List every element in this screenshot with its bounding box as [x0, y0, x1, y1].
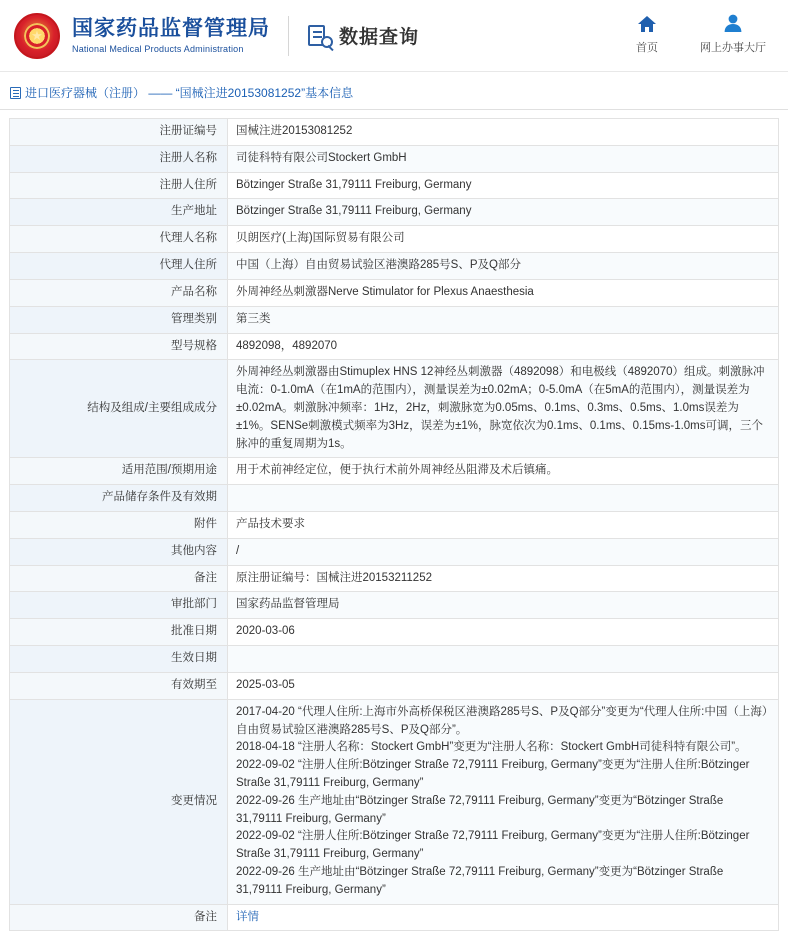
- national-emblem-icon: [14, 13, 60, 59]
- change-history-entry: 2018-04-18 “注册人名称：Stockert GmbH”变更为“注册人名称：Stockert GmbH司徒科特有限公司”。: [236, 741, 747, 754]
- row-label: 产品名称: [10, 279, 228, 306]
- row-label: 变更情况: [10, 699, 228, 904]
- table-row: [10, 279, 779, 306]
- row-label: 管理类别: [10, 306, 228, 333]
- page-header: [0, 0, 788, 72]
- table-row-footer-remark: [10, 904, 779, 931]
- row-value: 国家药品监督管理局: [228, 592, 779, 619]
- row-label: 代理人住所: [10, 253, 228, 280]
- table-row: [10, 253, 779, 280]
- header-nav: [636, 13, 766, 59]
- table-row: [10, 145, 779, 172]
- row-label: 有效期至: [10, 672, 228, 699]
- row-label: 结构及组成/主要组成成分: [10, 360, 228, 458]
- registration-info-body: [10, 119, 779, 931]
- data-query-title: [307, 22, 419, 49]
- row-value: 2025-03-05: [228, 672, 779, 699]
- registration-info-table: [9, 118, 779, 931]
- change-history-list: [228, 699, 779, 904]
- change-history-entry: 2022-09-02 “注册人住所:Bötzinger Straße 72,79111 Freiburg, Germany”变更为“注册人住所:Bötzinger Straße 31,79111 Freiburg, Germany”: [236, 830, 750, 861]
- row-value: 国械注进20153081252: [228, 119, 779, 146]
- row-value: Bötzinger Straße 31,79111 Freiburg, Germany: [228, 199, 779, 226]
- table-row: [10, 226, 779, 253]
- registration-info-section: [0, 110, 788, 945]
- change-history-entry: 2022-09-26 生产地址由“Bötzinger Straße 72,79111 Freiburg, Germany”变更为“Bötzinger Straße 31,79111 Freiburg, Germany”: [236, 794, 724, 825]
- table-row: [10, 592, 779, 619]
- breadcrumb-text: 进口医疗器械（注册） —— “国械注进20153081252”基本信息: [25, 86, 354, 100]
- row-value: 用于术前神经定位，便于执行术前外周神经丛阻滞及术后镇痛。: [228, 458, 779, 485]
- row-label: 注册证编号: [10, 119, 228, 146]
- table-row: [10, 333, 779, 360]
- home-icon: [637, 13, 657, 35]
- agency-name-cn: 国家药品监督管理局: [72, 17, 270, 41]
- row-label: 产品储存条件及有效期: [10, 485, 228, 512]
- row-value: /: [228, 538, 779, 565]
- row-value: 外周神经丛刺激器由Stimuplex HNS 12神经丛刺激器（4892098）和电极线（4892070）组成。刺激脉冲电流：0-1.0mA（在1mA的范围内），测量误差为±0.02mA；0-5.0mA（在5mA的范围内），测量误差为±0.02mA。刺激脉冲频率：1Hz，2Hz，刺激脉宽为0.05ms、0.1ms、0.3ms、0.5ms、1.0ms误差为±1%。SENSe刺激模式频率为3Hz，误差为±1%，脉宽依次为0.1ms、0.1ms、0.15ms-1.0ms可调，三个脉冲的重复周期为1s。: [228, 360, 779, 458]
- row-value: 原注册证编号：国械注进20153211252: [228, 565, 779, 592]
- row-label: 生效日期: [10, 646, 228, 673]
- row-label: 其他内容: [10, 538, 228, 565]
- table-row: [10, 512, 779, 539]
- user-icon: [723, 13, 743, 35]
- nav-item-service-hall[interactable]: [700, 13, 766, 55]
- row-value: 第三类: [228, 306, 779, 333]
- page-icon: [10, 87, 21, 99]
- table-row: [10, 485, 779, 512]
- nav-item-service-hall-label: 网上办事大厅: [700, 41, 766, 54]
- detail-link[interactable]: 详情: [236, 910, 259, 923]
- table-row: [10, 119, 779, 146]
- row-value: 产品技术要求: [228, 512, 779, 539]
- header-divider: [288, 16, 289, 56]
- nav-item-home-label: 首页: [636, 41, 658, 54]
- agency-names: [72, 17, 270, 53]
- row-value: 中国（上海）自由贸易试验区港澳路285号S、P及Q部分: [228, 253, 779, 280]
- agency-logo: [14, 13, 270, 59]
- row-label: 型号规格: [10, 333, 228, 360]
- row-label: 生产地址: [10, 199, 228, 226]
- row-value: 贝朗医疗(上海)国际贸易有限公司: [228, 226, 779, 253]
- row-value: [228, 904, 779, 931]
- change-history-entry: 2022-09-26 生产地址由“Bötzinger Straße 72,79111 Freiburg, Germany”变更为“Bötzinger Straße 31,79111 Freiburg, Germany”: [236, 866, 724, 896]
- row-value: Bötzinger Straße 31,79111 Freiburg, Germany: [228, 172, 779, 199]
- data-query-label: 数据查询: [339, 27, 420, 48]
- table-row: [10, 565, 779, 592]
- document-search-icon: [307, 24, 333, 48]
- row-label: 附件: [10, 512, 228, 539]
- row-value: 外周神经丛刺激器Nerve Stimulator for Plexus Anaesthesia: [228, 279, 779, 306]
- row-value: 2020-03-06: [228, 619, 779, 646]
- table-row: [10, 199, 779, 226]
- row-label: 注册人住所: [10, 172, 228, 199]
- table-row: [10, 306, 779, 333]
- change-history-entry: 2017-04-20 “代理人住所:上海市外高桥保税区港澳路285号S、P及Q部分”变更为“代理人住所:中国（上海）自由贸易试验区港澳路285号S、P及Q部分”。: [236, 705, 768, 736]
- row-label: 适用范围/预期用途: [10, 458, 228, 485]
- row-value: [228, 646, 779, 673]
- breadcrumb-bar: [0, 72, 788, 110]
- table-row: [10, 672, 779, 699]
- breadcrumb: [10, 84, 778, 101]
- change-history-entry: 2022-09-02 “注册人住所:Bötzinger Straße 72,79111 Freiburg, Germany”变更为“注册人住所:Bötzinger Straße 31,79111 Freiburg, Germany”: [236, 759, 750, 789]
- table-row: [10, 458, 779, 485]
- table-row-changes: [10, 699, 779, 904]
- row-label: 审批部门: [10, 592, 228, 619]
- row-value: [228, 485, 779, 512]
- table-row: [10, 646, 779, 673]
- row-label: 注册人名称: [10, 145, 228, 172]
- row-label: 批准日期: [10, 619, 228, 646]
- row-label: 代理人名称: [10, 226, 228, 253]
- table-row: [10, 538, 779, 565]
- row-value: 司徒科特有限公司Stockert GmbH: [228, 145, 779, 172]
- table-row: [10, 172, 779, 199]
- row-value: 4892098，4892070: [228, 333, 779, 360]
- table-row: [10, 619, 779, 646]
- agency-name-en: National Medical Products Administration: [72, 43, 244, 54]
- row-label: 备注: [10, 904, 228, 931]
- row-label: 备注: [10, 565, 228, 592]
- nav-item-home[interactable]: [636, 13, 658, 55]
- table-row: [10, 360, 779, 458]
